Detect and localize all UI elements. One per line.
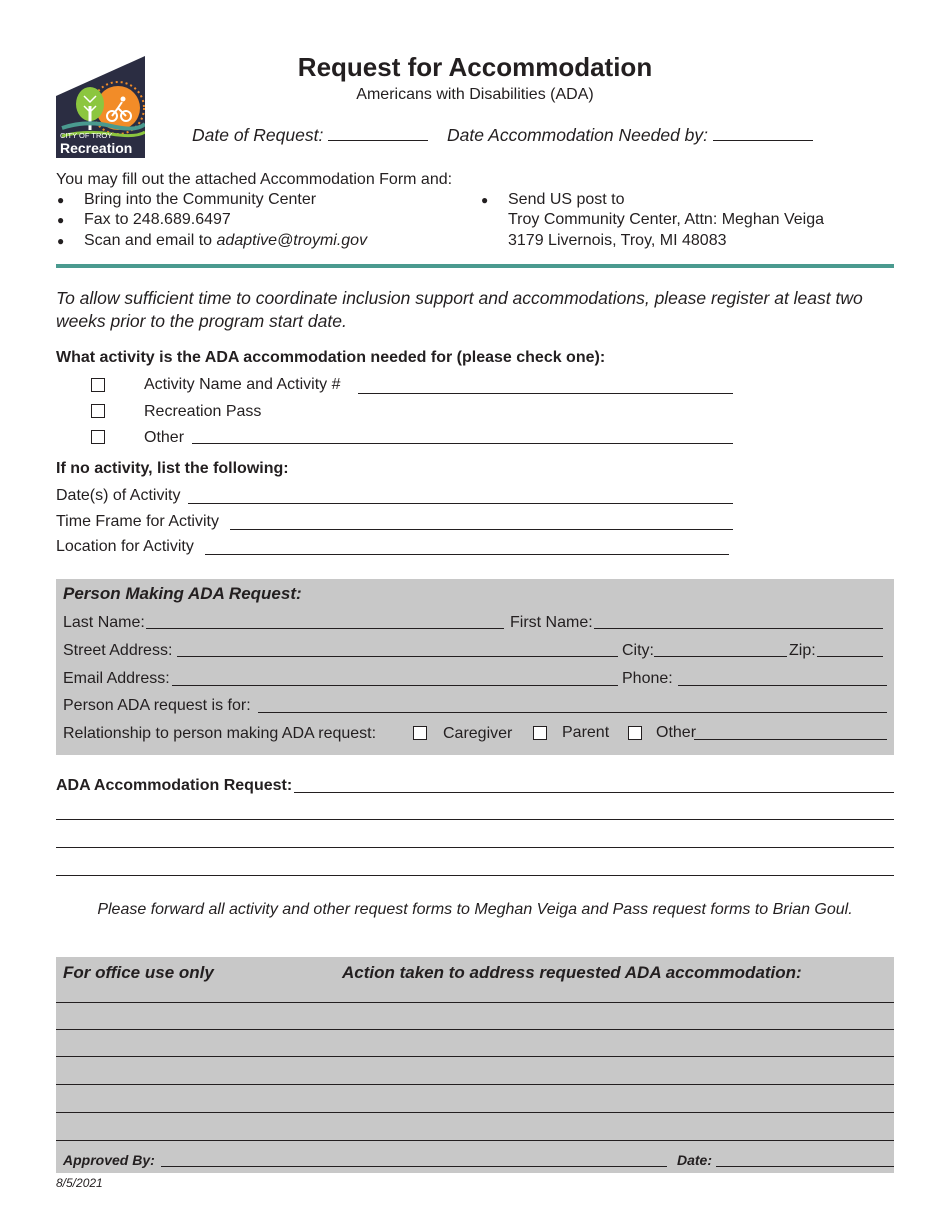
last-name-line[interactable] [146,628,504,629]
instruction-item-label: Scan and email to [84,232,217,249]
accommodation-request-line[interactable] [294,792,894,793]
email-link[interactable]: adaptive@troymi.gov [216,232,368,249]
mail-line: Troy Community Center, Attn: Meghan Veiga [508,211,825,228]
action-line[interactable] [56,1140,894,1141]
approved-by-label: Approved By: [63,1152,155,1168]
parent-checkbox[interactable] [533,726,547,740]
time-frame-label: Time Frame for Activity [56,513,219,530]
zip-label: Zip: [789,642,816,659]
logo-big-text: Recreation [60,140,133,156]
instruction-item-email [84,231,367,251]
caregiver-checkbox[interactable] [413,726,427,740]
city-of-troy-recreation-logo [56,56,145,158]
location-label: Location for Activity [56,538,194,555]
date-needed-label: Date Accommodation Needed by: [447,125,709,145]
office-date-label: Date: [677,1152,713,1168]
other-activity-label: Other [144,429,185,446]
time-frame-line[interactable] [230,529,733,530]
accommodation-request-label: ADA Accommodation Request: [56,777,293,794]
email-address-label: Email Address: [63,670,170,687]
approved-by-line[interactable] [161,1166,667,1167]
activity-name-line[interactable] [358,393,733,394]
date-of-request-label: Date of Request: [192,125,324,145]
email-address-line[interactable] [172,685,618,686]
action-line[interactable] [56,1029,894,1030]
instruction-item: Bring into the Community Center [84,191,317,208]
accommodation-request-line[interactable] [56,847,894,848]
activity-question: What activity is the ADA accommodation needed for (please check one): [56,349,606,366]
other-activity-line[interactable] [192,443,733,444]
recreation-pass-label: Recreation Pass [144,403,262,420]
page-title: Request for Accommodation [297,52,653,82]
action-line[interactable] [56,1112,894,1113]
bullet-icon: ● [57,193,65,207]
mail-line: 3179 Livernois, Troy, MI 48083 [508,232,727,249]
bullet-icon: ● [481,193,489,207]
date-of-request-line[interactable] [328,126,428,141]
office-use-heading: For office use only [63,963,214,982]
date-needed-line[interactable] [713,126,813,141]
person-panel-heading: Person Making ADA Request: [63,584,302,603]
other-relationship-line[interactable] [694,739,887,740]
first-name-line[interactable] [594,628,883,629]
last-name-label: Last Name: [63,614,145,631]
city-line[interactable] [654,656,787,657]
location-line[interactable] [205,554,729,555]
city-label: City: [622,642,654,659]
office-date-line[interactable] [716,1166,894,1167]
phone-line[interactable] [678,685,887,686]
recreation-pass-checkbox[interactable] [91,404,105,418]
other-relationship-checkbox[interactable] [628,726,642,740]
parent-label: Parent [562,724,610,741]
request-for-label: Person ADA request is for: [63,697,251,714]
teal-divider [56,264,894,268]
mail-line: Send US post to [508,191,625,208]
forward-note: Please forward all activity and other request forms to Meghan Veiga and Pass request forms to Brian Goul. [97,901,853,918]
dates-of-activity-label: Date(s) of Activity [56,487,181,504]
version-date: 8/5/2021 [56,1176,103,1190]
first-name-label: First Name: [510,614,593,631]
instruction-item: Fax to 248.689.6497 [84,211,231,228]
bullet-icon: ● [57,234,65,248]
dates-of-activity-line[interactable] [188,503,733,504]
other-relationship-label: Other [656,724,697,741]
activity-name-label: Activity Name and Activity # [144,376,341,393]
logo-small-text: CITY OF TROY [60,131,113,140]
accommodation-request-line[interactable] [56,819,894,820]
zip-line[interactable] [817,656,883,657]
date-of-request-field [192,125,428,146]
relationship-label: Relationship to person making ADA request: [63,725,377,742]
request-for-line[interactable] [258,712,887,713]
bullet-icon: ● [57,213,65,227]
accommodation-request-line[interactable] [56,875,894,876]
street-address-label: Street Address: [63,642,173,659]
caregiver-label: Caregiver [443,725,513,742]
other-activity-checkbox[interactable] [91,430,105,444]
no-activity-heading: If no activity, list the following: [56,460,289,477]
date-needed-field [447,125,813,146]
action-line[interactable] [56,1084,894,1085]
activity-name-checkbox[interactable] [91,378,105,392]
registration-note: To allow sufficient time to coordinate inclusion support and accommodations, please register at least two weeks prior to the program start date. [56,288,863,331]
phone-label: Phone: [622,670,673,687]
action-line[interactable] [56,1056,894,1057]
action-taken-heading: Action taken to address requested ADA accommodation: [342,963,802,982]
action-line[interactable] [56,1002,894,1003]
page-subtitle: Americans with Disabilities (ADA) [356,86,594,103]
street-address-line[interactable] [177,656,618,657]
instructions-intro: You may fill out the attached Accommodation Form and: [56,171,453,188]
